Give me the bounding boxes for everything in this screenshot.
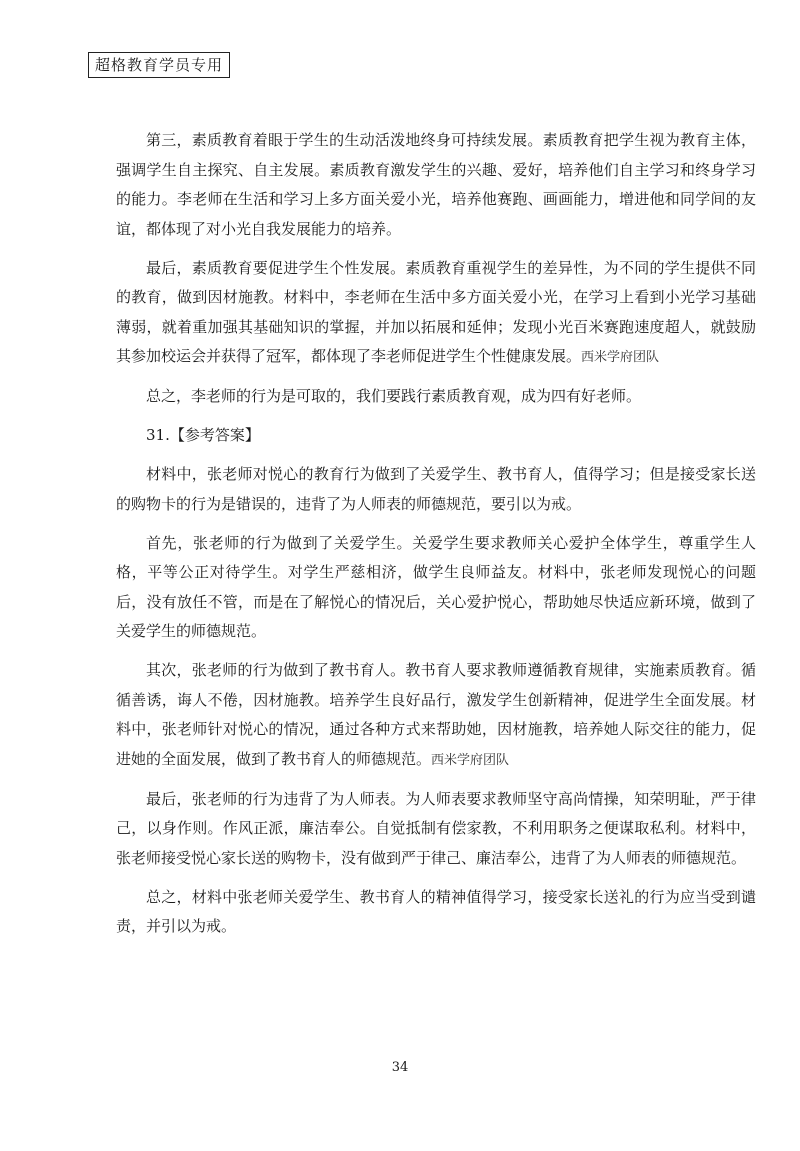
paragraph-text: 总之，材料中张老师关爱学生、教书育人的精神值得学习，接受家长送礼的行为应当受到谴责，并引以为戒。 xyxy=(116,887,756,935)
paragraph xyxy=(116,126,756,244)
paragraph-text: 材料中，张老师对悦心的教育行为做到了关爱学生、教书育人，值得学习；但是接受家长送的购物卡的行为是错误的，违背了为人师表的师德规范，要引以为戒。 xyxy=(116,465,756,513)
watermark-text: 西米学府团队 xyxy=(581,350,660,365)
body-text xyxy=(116,126,756,951)
paragraph-text: 31.【参考答案】 xyxy=(146,426,260,444)
page-number: 34 xyxy=(391,1060,409,1075)
paragraph-text: 最后，张老师的行为违背了为人师表。为人师表要求教师坚守高尚情操，知荣明耻，严于律己，以身作则。作风正派，廉洁奉公。自觉抵制有偿家教，不利用职务之便谋取私利。材料中，张老师接受悦心家长送的购物卡，没有做到严于律己、廉洁奉公，违背了为人师表的师德规范。 xyxy=(116,789,756,867)
paragraph-text: 其次，张老师的行为做到了教书育人。教书育人要求教师遵循教育规律，实施素质教育。循循善诱，诲人不倦，因材施教。培养学生良好品行，激发学生创新精神，促进学生全面发展。材料中，张老师针对悦心的情况，通过各种方式来帮助她，因材施教，培养她人际交往的能力，促进她的全面发展，做到了教书育人的师德规范。 xyxy=(116,661,756,768)
paragraph xyxy=(116,254,756,373)
paragraph xyxy=(116,529,756,647)
watermark-text: 西米学府团队 xyxy=(431,752,510,768)
paragraph-text: 第三，素质教育着眼于学生的生动活泼地终身可持续发展。素质教育把学生视为教育主体，强调学生自主探究、自主发展。素质教育激发学生的兴趣、爱好，培养他们自主学习和终身学习的能力。李老师在生活和学习上多方面关爱小光，培养他赛跑、画画能力，增进他和同学间的友谊，都体现了对小光自我发展能力的培养。 xyxy=(116,131,756,238)
paragraph xyxy=(116,382,756,412)
paragraph xyxy=(116,460,756,519)
paragraph-text: 最后，素质教育要促进学生个性发展。素质教育重视学生的差异性，为不同的学生提供不同的教育，做到因材施教。材料中，李老师在生活中多方面关爱小光，在学习上看到小光学习基础薄弱，就着重加强其基础知识的掌握，并加以拓展和延伸；发现小光百米赛跑速度超人，就鼓励其参加校运会并获得了冠军，都体现了李老师促进学生个性健康发展。 xyxy=(116,258,756,365)
paragraph-text: 总之，李老师的行为是可取的，我们要践行素质教育观，成为四有好老师。 xyxy=(146,387,642,405)
paragraph-text: 首先，张老师的行为做到了关爱学生。关爱学生要求教师关心爱护全体学生，尊重学生人格，平等公正对待学生。对学生严慈相济，做学生良师益友。材料中，张老师发现悦心的问题后，没有放任不管，而是在了解悦心的情况后，关心爱护悦心，帮助她尽快适应新环境，做到了关爱学生的师德规范。 xyxy=(116,533,756,640)
paragraph xyxy=(116,656,756,775)
answer-heading xyxy=(116,421,756,451)
paragraph xyxy=(116,785,756,874)
header-stamp: 超格教育学员专用 xyxy=(88,52,230,78)
paragraph xyxy=(116,883,756,942)
